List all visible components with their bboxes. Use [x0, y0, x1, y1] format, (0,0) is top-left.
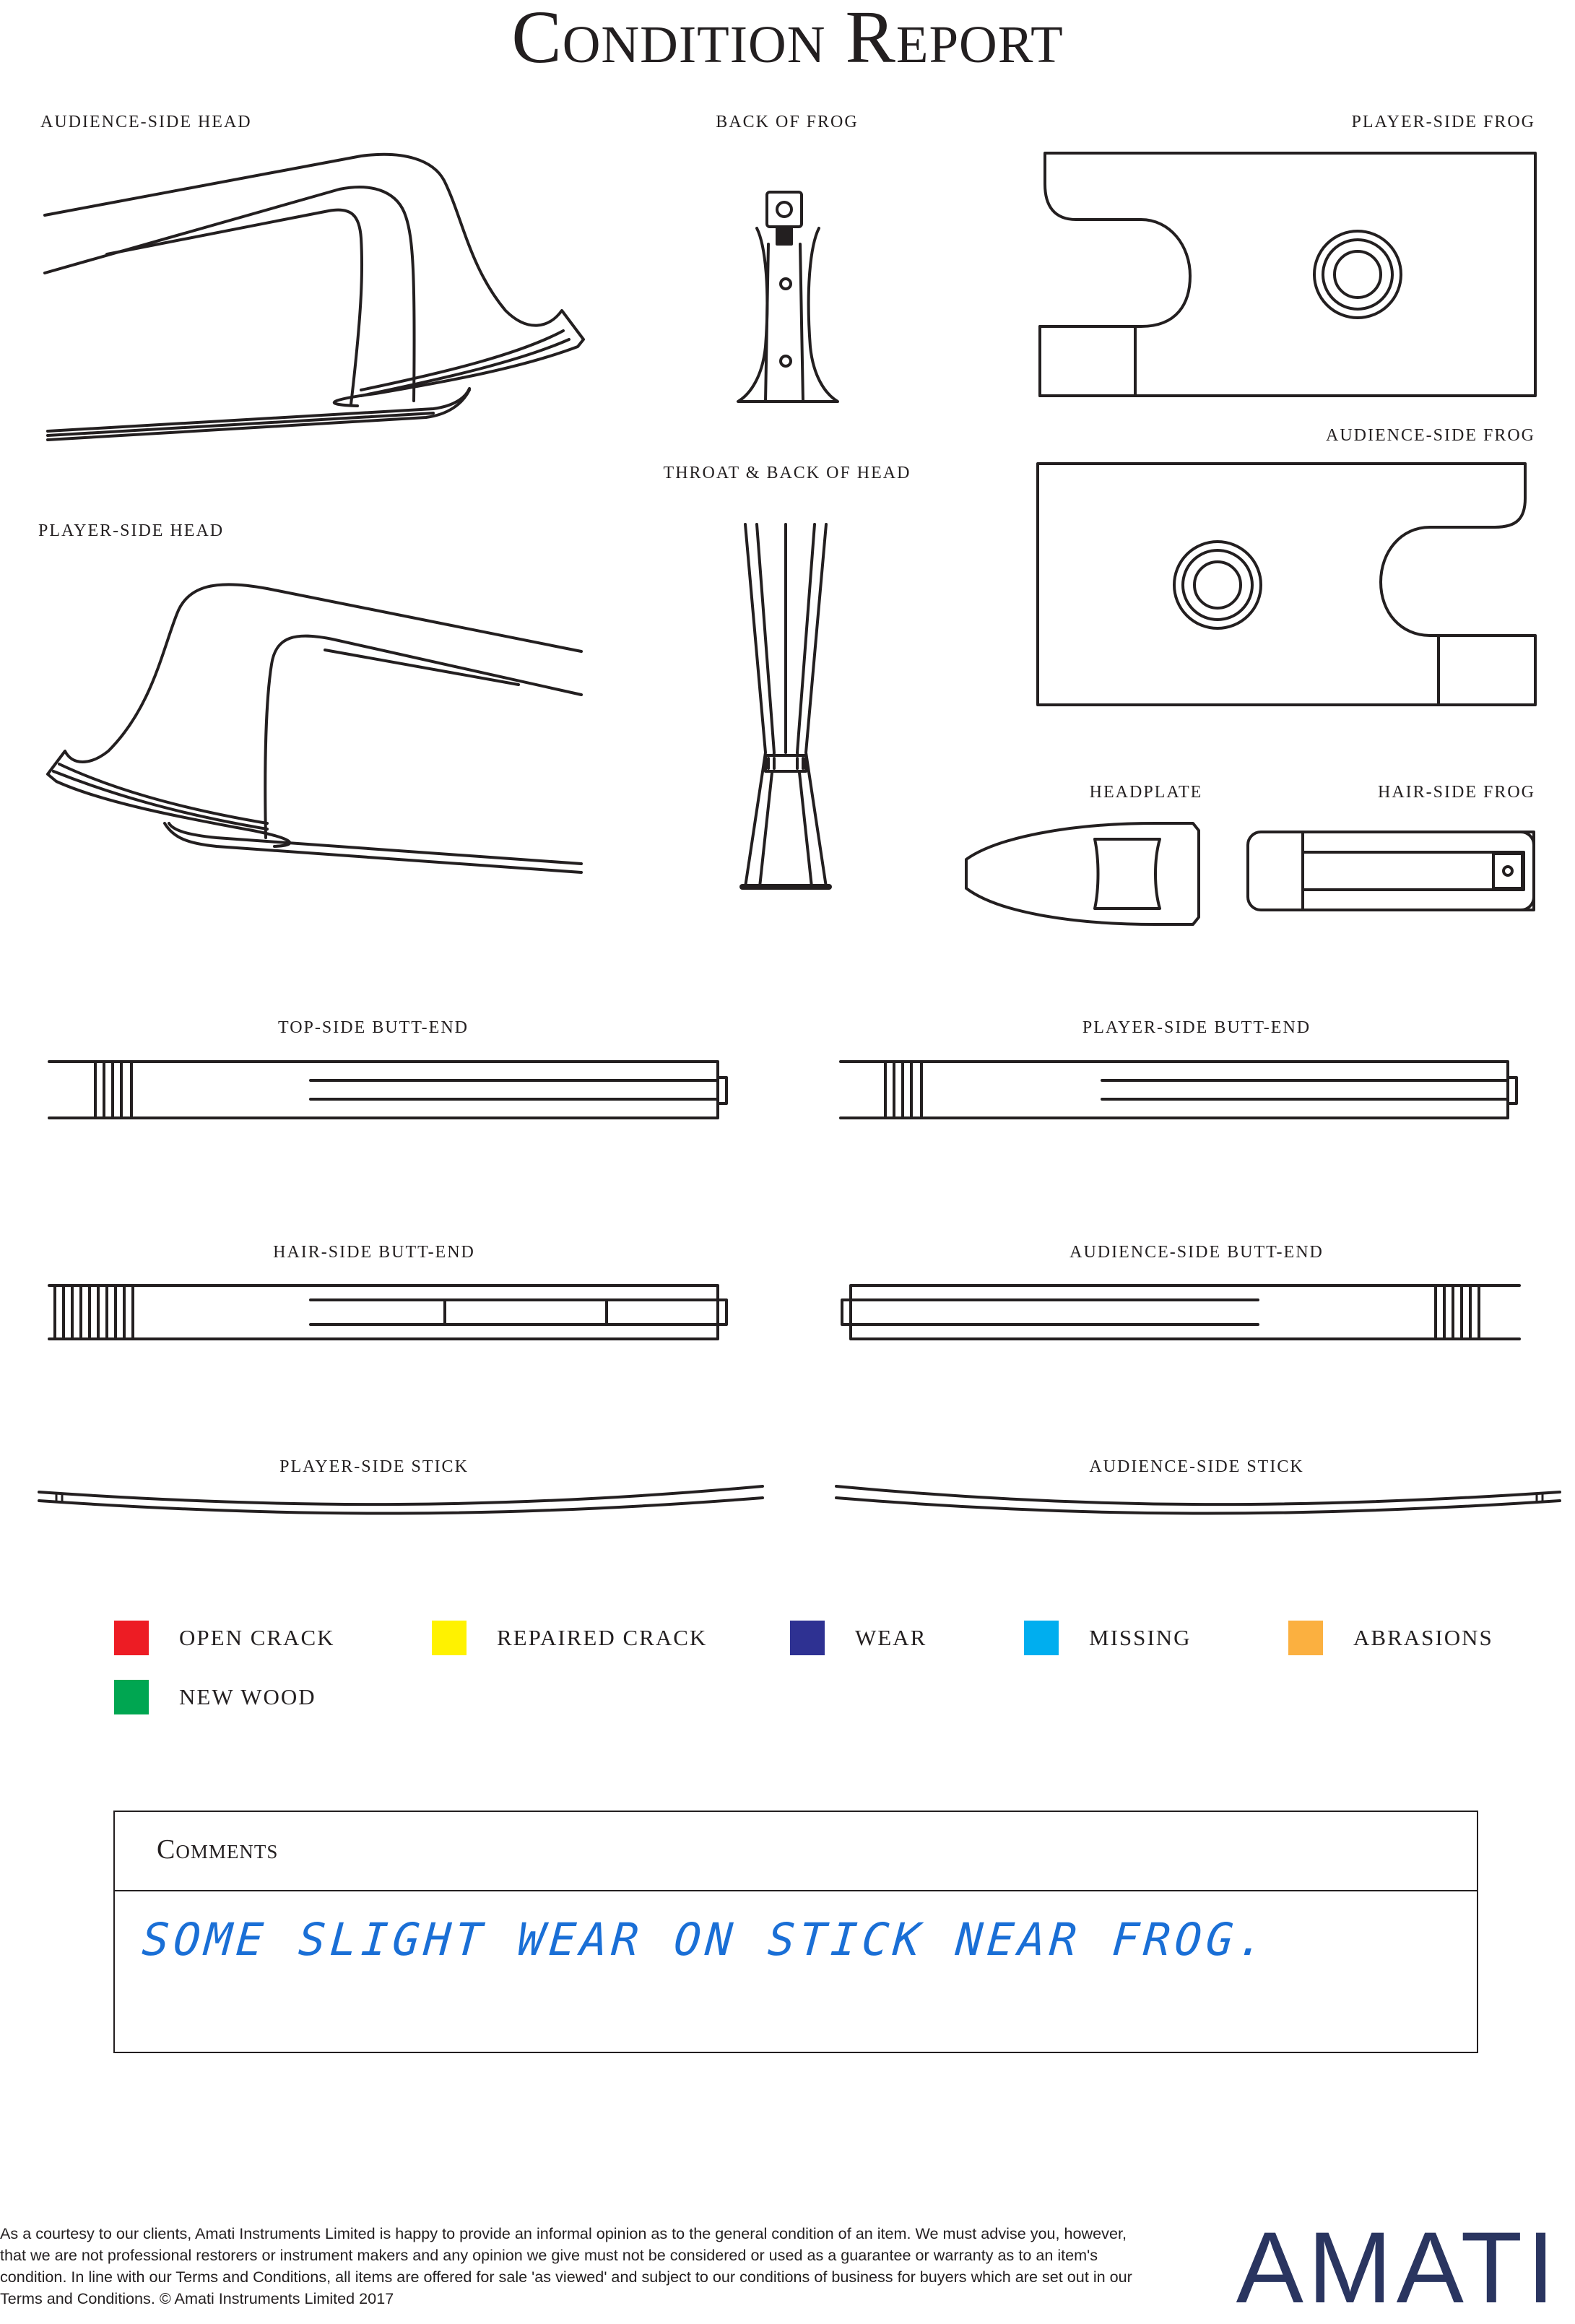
comments-text: SOME SLIGHT WEAR ON STICK NEAR FROG.	[140, 1913, 1271, 1966]
legend-missing	[1024, 1621, 1191, 1655]
top-side-butt-end-drawing	[49, 1062, 726, 1118]
label-top-side-butt-end: TOP-SIDE BUTT-END	[277, 1018, 469, 1037]
headplate-drawing	[966, 823, 1199, 924]
legend-wear	[790, 1621, 927, 1655]
legend-label: WEAR	[855, 1625, 927, 1650]
label-hair-side-frog: HAIR-SIDE FROG	[1377, 783, 1535, 802]
legend-swatch	[1024, 1621, 1059, 1655]
label-throat-back-of-head: THROAT & BACK OF HEAD	[663, 464, 911, 482]
brand-logo: AMATI	[1236, 2211, 1559, 2324]
comments-box	[113, 1811, 1478, 2053]
legend-label: ABRASIONS	[1353, 1625, 1493, 1650]
hair-side-butt-end-drawing	[49, 1285, 726, 1339]
comments-header	[115, 1812, 1477, 1891]
player-side-frog-drawing	[1040, 153, 1535, 396]
comments-title: Comments	[157, 1834, 279, 1865]
label-audience-side-frog: AUDIENCE-SIDE FROG	[1326, 426, 1535, 445]
legend-swatch	[432, 1621, 467, 1655]
disclaimer: As a courtesy to our clients, Amati Instruments Limited is happy to provide an informal opinion as to the general condition of an item. We must advise you, however, that we are not professional restorers or instrument makers and any opinion we give must not be considered or used as a guarantee or warranty as to an item's condition. In line with our Terms and Conditions, all items are offered for sale 'as viewed' and subject to our conditions of business for buyers which are set out in our Terms and Conditions. © Amati Instruments Limited 2017	[0, 2224, 1132, 2307]
legend-label: NEW WOOD	[179, 1684, 316, 1709]
label-player-side-head: PLAYER-SIDE HEAD	[38, 521, 225, 540]
legend-swatch	[114, 1680, 149, 1714]
label-back-of-frog: BACK OF FROG	[716, 113, 859, 131]
legend-label: OPEN CRACK	[179, 1625, 335, 1650]
legend-label: REPAIRED CRACK	[497, 1625, 708, 1650]
audience-side-stick-drawing	[836, 1486, 1560, 1514]
legend-new-wood	[114, 1680, 316, 1714]
page-title: Condition Report	[511, 0, 1064, 79]
legend-swatch	[1288, 1621, 1323, 1655]
audience-side-head-drawing	[45, 155, 583, 440]
player-side-head-drawing	[48, 584, 581, 872]
label-player-side-butt-end: PLAYER-SIDE BUTT-END	[1082, 1018, 1311, 1037]
player-side-butt-end-drawing	[841, 1062, 1517, 1118]
audience-side-frog-drawing	[1038, 464, 1535, 705]
legend-swatch	[790, 1621, 825, 1655]
label-audience-side-stick: AUDIENCE-SIDE STICK	[1089, 1457, 1304, 1476]
label-player-side-frog: PLAYER-SIDE FROG	[1351, 113, 1535, 131]
hair-side-frog-drawing	[1248, 832, 1534, 910]
label-audience-side-butt-end: AUDIENCE-SIDE BUTT-END	[1069, 1243, 1324, 1262]
label-headplate: HEADPLATE	[1089, 783, 1203, 802]
player-side-stick-drawing	[39, 1486, 763, 1514]
back-of-frog-drawing	[738, 192, 838, 402]
throat-back-of-head-drawing	[742, 524, 829, 887]
legend-abrasions	[1288, 1621, 1493, 1655]
legend-swatch	[114, 1621, 149, 1655]
label-hair-side-butt-end: HAIR-SIDE BUTT-END	[273, 1243, 475, 1262]
legend-open-crack	[114, 1621, 335, 1655]
label-audience-side-head: AUDIENCE-SIDE HEAD	[40, 113, 252, 131]
legend-label: MISSING	[1089, 1625, 1192, 1650]
audience-side-butt-end-drawing	[842, 1285, 1519, 1339]
label-player-side-stick: PLAYER-SIDE STICK	[279, 1457, 469, 1476]
legend-repaired-crack	[432, 1621, 707, 1655]
